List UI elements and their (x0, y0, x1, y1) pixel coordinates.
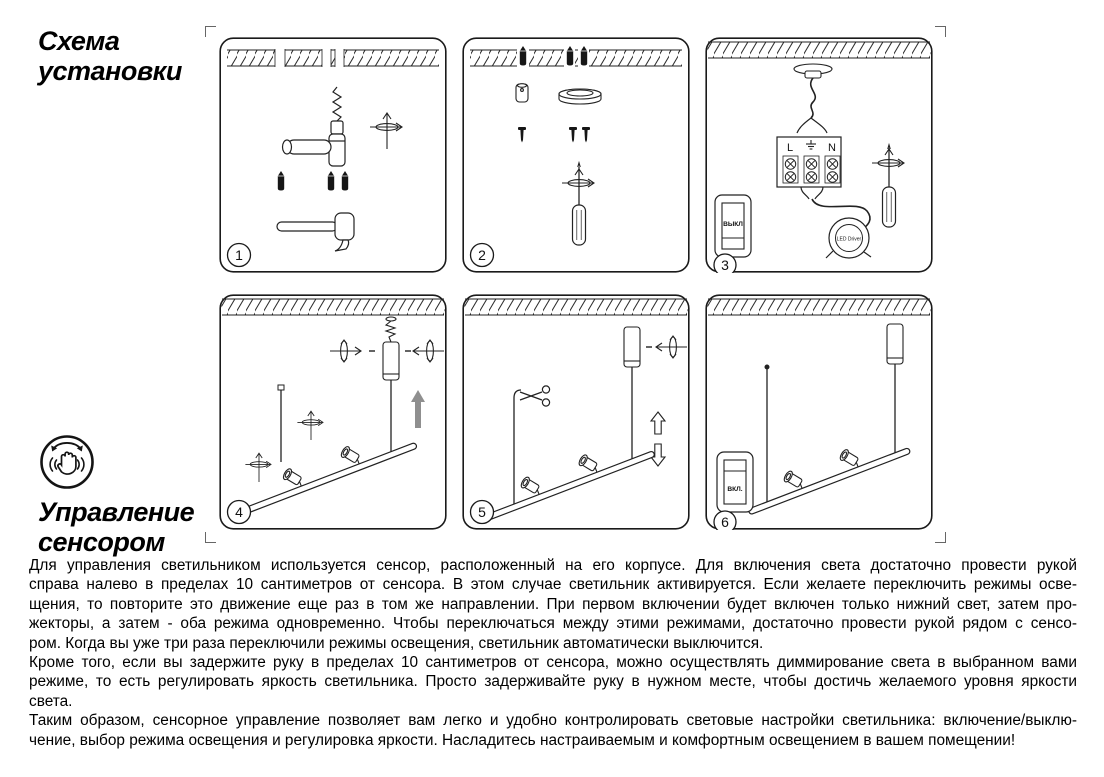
section-title (38, 497, 194, 557)
body-line: режиме, то есть регулировать яркость светильника. Просто задерживайте руку в нужном месте, чтобы достичь желаемого уровня яркости (29, 673, 1077, 691)
svg-text:3: 3 (721, 257, 729, 273)
page-title-line2: установки (38, 56, 182, 86)
panel-number-badge (714, 254, 736, 273)
crop-mark-bottom-right (935, 532, 946, 543)
ceiling-hatch (470, 49, 682, 67)
panel-6-illustration (705, 294, 933, 530)
section-title-line1: Управление (38, 497, 195, 527)
panel-number-badge (228, 501, 251, 524)
svg-text:ВКЛ.: ВКЛ. (727, 486, 743, 493)
crop-mark-bottom-left (205, 532, 216, 543)
ceiling-hatch (708, 42, 931, 58)
suspension-cylinder (383, 342, 399, 380)
panel-3-illustration (705, 37, 933, 273)
panel-5-illustration (462, 294, 690, 530)
panel-2-illustration (462, 37, 690, 273)
body-line: Таким образом, сенсорное управление позволяет вам легко и удобно контролировать световые настройки светильника: включение/выклю- (29, 712, 1077, 730)
terminal-block (777, 137, 841, 187)
body-line: жекторы, а затем - оба режима одновременно. Чтобы переключаться между этими режимами, достаточно провести рукой рядом с сенсо- (29, 615, 1077, 633)
cable-gland-icon (516, 84, 528, 102)
svg-text:5: 5 (478, 504, 486, 520)
body-line: ром. Когда вы уже три раза переключили режимы освещения, светильник автоматически выключится. (29, 634, 764, 652)
svg-text:LED Driver: LED Driver (836, 236, 862, 243)
page-title-line1: Схема (38, 26, 120, 56)
panel-1-illustration (219, 37, 447, 273)
panel-4-illustration (219, 294, 447, 530)
panel-number-badge (228, 244, 251, 267)
wall-switch-off (715, 195, 751, 257)
svg-text:1: 1 (235, 247, 243, 263)
ceiling-hatch (222, 299, 445, 315)
ceiling-hatch (227, 49, 439, 67)
svg-text:L: L (786, 142, 794, 154)
body-line: справа налево в пределах 10 сантиметров от сенсора. В этом случае светильник активируется. Если желаете переключить режимы осве- (29, 576, 1077, 594)
ceiling-hatch (708, 299, 931, 315)
wall-switch-on (717, 452, 753, 512)
panel-number-badge (714, 511, 736, 530)
page-title (38, 26, 182, 86)
section-title-line2: сенсором (38, 527, 165, 557)
canopy-ring-icon (559, 89, 601, 104)
body-line: чение, выбор режима освещения и регулировка яркости. Насладитесь настраиваемым и комфортным освещением в вашем помещении! (29, 731, 1016, 749)
svg-text:4: 4 (235, 504, 243, 520)
body-line: Для управления светильником используется сенсор, расположенный на его корпусе. Для включения света достаточно провести рукой (29, 557, 1077, 574)
suspension-cylinder (887, 324, 903, 364)
body-line: щения, то повторите это движение еще раз в том же направлении. При первом включении будет включен только нижний свет, затем про- (29, 595, 1077, 613)
body-line: света. (29, 692, 73, 710)
crop-mark-top-right (935, 26, 946, 37)
body-line: Кроме того, если вы задержите руку в пределах 10 сантиметров от сенсора, можно осуществлять диммирование света в выбранном вами (29, 654, 1077, 672)
svg-text:2: 2 (478, 247, 486, 263)
body-text (29, 556, 1077, 750)
svg-text:ВЫКЛ: ВЫКЛ (723, 221, 743, 228)
suspension-cylinder (624, 327, 640, 367)
hand-gesture-sensor-icon (39, 434, 95, 490)
panel-number-badge (471, 501, 494, 524)
svg-text:6: 6 (721, 514, 729, 530)
ceiling-hatch (465, 299, 688, 315)
crop-mark-top-left (205, 26, 216, 37)
panel-number-badge (471, 244, 494, 267)
svg-text:N: N (828, 142, 836, 154)
